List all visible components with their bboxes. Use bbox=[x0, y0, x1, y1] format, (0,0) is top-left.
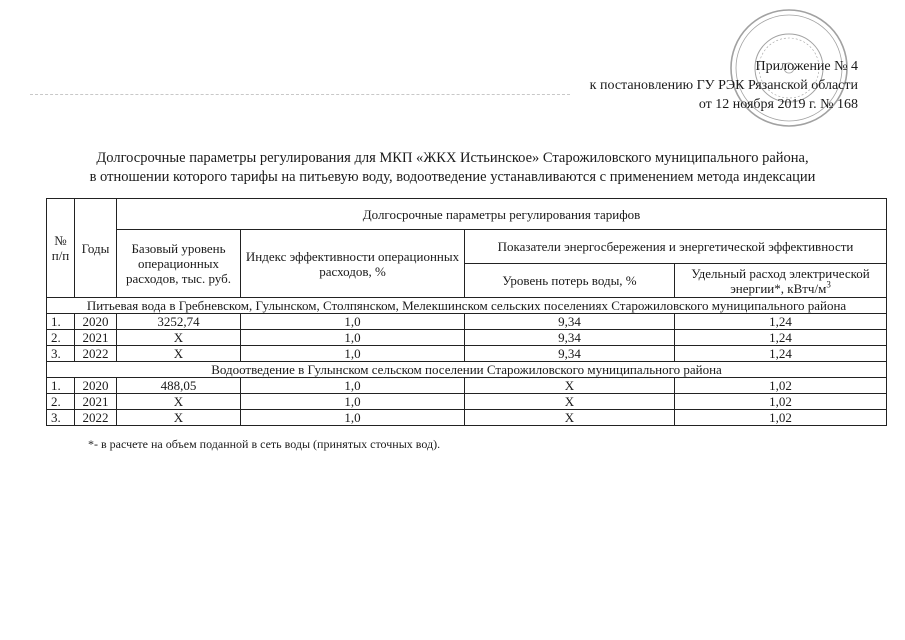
cell-loss: Х bbox=[465, 394, 675, 410]
cell-energy: 1,24 bbox=[675, 346, 887, 362]
cell-year: 2020 bbox=[75, 378, 117, 394]
title-line-1: Долгосрочные параметры регулирования для МКП «ЖКХ Истьинское» Старожиловского муниципального района, bbox=[96, 150, 809, 166]
header-efficiency-index: Индекс эффективности операционных расходов, % bbox=[241, 230, 465, 298]
header-base-level: Базовый уровень операционных расходов, тыс. руб. bbox=[117, 230, 241, 298]
cell-base: 488,05 bbox=[117, 378, 241, 394]
scan-dotted-line bbox=[30, 94, 570, 95]
cell-index: 1,0 bbox=[241, 330, 465, 346]
cell-year: 2021 bbox=[75, 394, 117, 410]
cell-number: 1. bbox=[47, 378, 75, 394]
cell-index: 1,0 bbox=[241, 378, 465, 394]
cell-number: 2. bbox=[47, 394, 75, 410]
cell-base: Х bbox=[117, 410, 241, 426]
cell-year: 2022 bbox=[75, 410, 117, 426]
cell-energy: 1,02 bbox=[675, 394, 887, 410]
cell-loss: 9,34 bbox=[465, 346, 675, 362]
cell-index: 1,0 bbox=[241, 394, 465, 410]
document-title bbox=[40, 149, 865, 187]
cell-index: 1,0 bbox=[241, 346, 465, 362]
cell-number: 3. bbox=[47, 410, 75, 426]
cell-loss: Х bbox=[465, 378, 675, 394]
regulation-parameters-table bbox=[46, 198, 887, 426]
cell-energy: 1,02 bbox=[675, 410, 887, 426]
cell-energy: 1,24 bbox=[675, 330, 887, 346]
appendix-date: от 12 ноября 2019 г. № 168 bbox=[698, 97, 858, 112]
cell-base: Х bbox=[117, 346, 241, 362]
table-row bbox=[47, 410, 887, 426]
appendix-reference bbox=[590, 57, 858, 114]
table-row bbox=[47, 346, 887, 362]
header-energy-group: Показатели энергосбережения и энергетической эффективности bbox=[465, 230, 887, 264]
cell-year: 2022 bbox=[75, 346, 117, 362]
cell-number: 1. bbox=[47, 314, 75, 330]
title-line-2: в отношении которого тарифы на питьевую воду, водоотведение устанавливаются с применением метода индексации bbox=[89, 169, 816, 185]
header-years: Годы bbox=[75, 199, 117, 298]
header-parameters-group: Долгосрочные параметры регулирования тарифов bbox=[117, 199, 887, 230]
cell-base: Х bbox=[117, 394, 241, 410]
table-row bbox=[47, 378, 887, 394]
header-water-loss: Уровень потерь воды, % bbox=[465, 264, 675, 298]
footnote: *- в расчете на объем поданной в сеть воды (принятых сточных вод). bbox=[88, 437, 441, 451]
section-title: Водоотведение в Гулынском сельском поселении Старожиловского муниципального района bbox=[47, 362, 887, 378]
cell-index: 1,0 bbox=[241, 410, 465, 426]
table-row bbox=[47, 330, 887, 346]
cell-base: 3252,74 bbox=[117, 314, 241, 330]
header-energy-use-text: Удельный расход электрической энергии*, кВтч/м bbox=[691, 265, 870, 296]
header-number: № п/п bbox=[47, 199, 75, 298]
cell-year: 2020 bbox=[75, 314, 117, 330]
table-row bbox=[47, 314, 887, 330]
cell-number: 2. bbox=[47, 330, 75, 346]
cell-base: Х bbox=[117, 330, 241, 346]
cell-energy: 1,24 bbox=[675, 314, 887, 330]
section-title: Питьевая вода в Гребневском, Гулынском, Столпянском, Мелекшинском сельских поселениях Старожиловского муниципального района bbox=[47, 298, 887, 314]
cell-loss: Х bbox=[465, 410, 675, 426]
cell-loss: 9,34 bbox=[465, 314, 675, 330]
appendix-number: Приложение № 4 bbox=[755, 59, 858, 74]
cell-index: 1,0 bbox=[241, 314, 465, 330]
header-energy-use bbox=[675, 264, 887, 298]
header-energy-use-sup: 3 bbox=[826, 279, 831, 290]
appendix-resolution: к постановлению ГУ РЭК Рязанской области bbox=[589, 78, 858, 93]
cell-loss: 9,34 bbox=[465, 330, 675, 346]
cell-year: 2021 bbox=[75, 330, 117, 346]
cell-energy: 1,02 bbox=[675, 378, 887, 394]
cell-number: 3. bbox=[47, 346, 75, 362]
table-row bbox=[47, 394, 887, 410]
